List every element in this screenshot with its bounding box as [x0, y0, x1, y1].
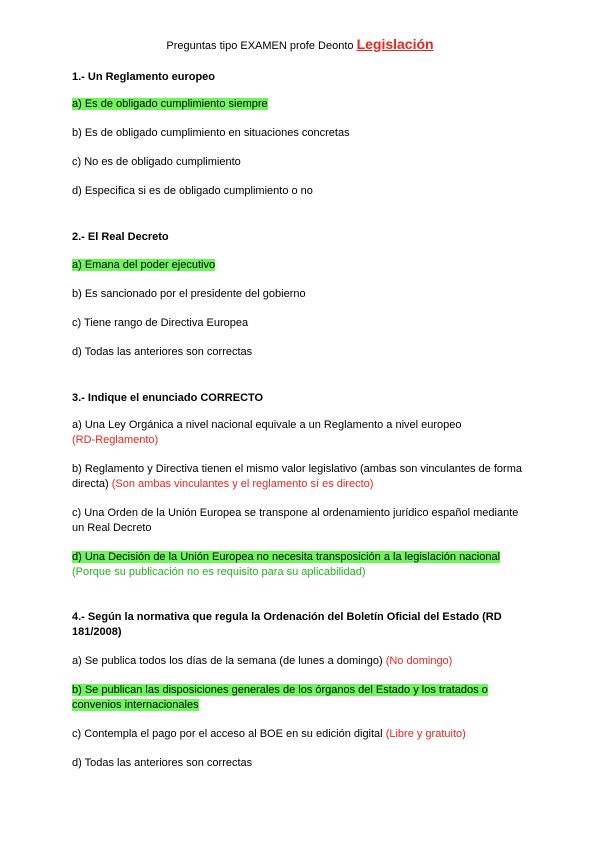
question-2-option-c: c) Tiene rango de Directiva Europea: [72, 317, 249, 329]
option-note: (Libre y gratuito): [385, 728, 466, 740]
question-2-title: 2.- El Real Decreto: [72, 231, 169, 243]
option-note: (Son ambas vinculantes y el reglamento sí es directo): [111, 478, 374, 490]
correct-answer-highlight: d) Una Decisión de la Unión Europea no necesita transposición a la legislación nacional: [72, 551, 501, 563]
option-text: a) Una Ley Orgánica a nivel nacional equivale a un Reglamento a nivel europeo: [72, 419, 462, 431]
question-1-option-b: b) Es de obligado cumplimiento en situaciones concretas: [72, 127, 350, 139]
option-note: (No domingo): [385, 655, 453, 667]
question-3-option-d: [72, 550, 532, 580]
option-note: (Porque su publicación no es requisito para su aplicabilidad): [72, 566, 366, 578]
question-1-option-a: [72, 97, 532, 112]
document-header: [0, 36, 600, 52]
question-2-option-b: b) Es sancionado por el presidente del gobierno: [72, 288, 306, 300]
question-1-option-d: d) Especifica si es de obligado cumplimiento o no: [72, 185, 313, 197]
question-4-option-a: [72, 654, 532, 669]
question-3-option-a: [72, 418, 532, 448]
question-1-title: 1.- Un Reglamento europeo: [72, 71, 216, 83]
question-3-title: 3.- Indique el enunciado CORRECTO: [72, 392, 264, 404]
option-text: a) Se publica todos los días de la semana (de lunes a domingo): [72, 655, 383, 667]
question-4-option-b: [72, 683, 532, 713]
header-prefix: Preguntas tipo EXAMEN profe Deonto: [166, 40, 354, 52]
correct-answer-highlight: b) Se publican las disposiciones generales de los órganos del Estado y los tratados o convenios internacionales: [72, 684, 488, 711]
question-4-option-d: d) Todas las anteriores son correctas: [72, 757, 253, 769]
question-3-option-b: [72, 462, 532, 492]
question-3-option-c: c) Una Orden de la Unión Europea se transpone al ordenamiento jurídico español mediante un Real Decreto: [72, 507, 519, 534]
question-4-option-c: [72, 727, 532, 742]
question-4-title: 4.- Según la normativa que regula la Ordenación del Boletín Oficial del Estado (RD 181/2008): [72, 611, 502, 638]
question-2-option-a: [72, 258, 532, 273]
question-1-option-c: c) No es de obligado cumplimiento: [72, 156, 241, 168]
option-text: b) Reglamento y Directiva tienen el mismo valor legislativo (ambas son vinculantes de forma directa): [72, 463, 522, 490]
option-note: (RD-Reglamento): [72, 434, 159, 446]
option-text: c) Contempla el pago por el acceso al BOE en su edición digital: [72, 728, 383, 740]
correct-answer-highlight: a) Es de obligado cumplimiento siempre: [72, 98, 268, 110]
question-2-option-d: d) Todas las anteriores son correctas: [72, 346, 253, 358]
correct-answer-highlight: a) Emana del poder ejecutivo: [72, 259, 216, 271]
header-subject: Legislación: [356, 36, 434, 52]
